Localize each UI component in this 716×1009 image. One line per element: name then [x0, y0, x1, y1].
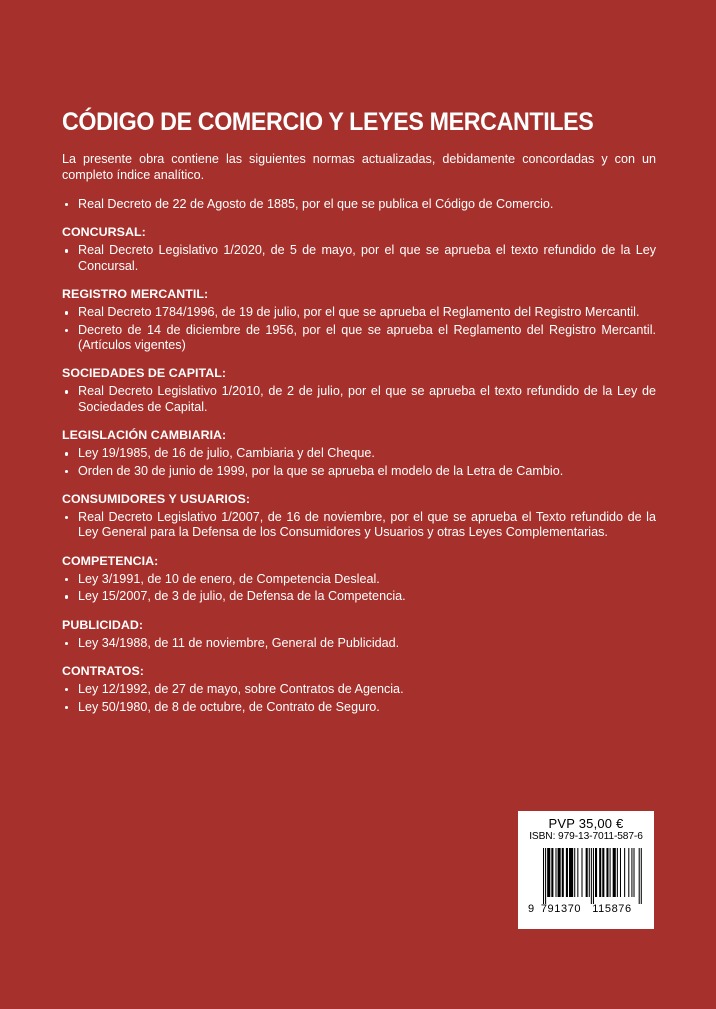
list-item-text: Ley 19/1985, de 16 de julio, Cambiaria y del Cheque. [78, 446, 375, 461]
list-item [62, 636, 656, 651]
contents-list [62, 152, 656, 715]
bullet-dot-icon [65, 595, 68, 598]
bullet-dot-icon [65, 688, 68, 691]
intro-paragraph: La presente obra contiene las siguientes normas actualizadas, debidamente concordadas y con un completo índice analítico. [62, 152, 656, 182]
law-section [62, 197, 656, 212]
list-item [62, 700, 656, 715]
bullet-dot-icon [65, 706, 68, 709]
list-item [62, 510, 656, 541]
law-section [62, 618, 656, 651]
list-item-text: Ley 34/1988, de 11 de noviembre, General de Publicidad. [78, 635, 400, 650]
law-section [62, 554, 656, 605]
section-heading: CONCURSAL: [62, 225, 146, 240]
list-item [62, 572, 656, 587]
section-bullet-list [62, 636, 656, 651]
section-bullet-list [62, 510, 656, 541]
section-heading: CONTRATOS: [62, 664, 144, 679]
section-heading: LEGISLACIÓN CAMBIARIA: [62, 428, 227, 443]
section-bullet-list [62, 305, 656, 353]
section-bullet-list [62, 197, 656, 212]
bullet-dot-icon [65, 578, 68, 581]
bullet-dot-icon [65, 249, 68, 252]
page-title: CÓDIGO DE COMERCIO Y LEYES MERCANTILES [62, 107, 594, 136]
law-section [62, 366, 656, 415]
list-item-text: Real Decreto Legislativo 1/2020, de 5 de mayo, por el que se aprueba el texto refundido de la Ley Concursal. [78, 243, 656, 273]
list-item-text: Real Decreto de 22 de Agosto de 1885, por el que se publica el Código de Comercio. [78, 197, 554, 211]
bullet-dot-icon [65, 203, 68, 206]
list-item-text: Real Decreto Legislativo 1/2007, de 16 de noviembre, por el que se aprueba el Texto refundido de la Ley General para la Defensa de los Consumidores y Usuarios y otras Leyes Complementarias. [78, 510, 656, 540]
bullet-dot-icon [65, 329, 68, 332]
law-section [62, 428, 656, 479]
section-bullet-list [62, 243, 656, 274]
list-item [62, 305, 656, 320]
list-item-text: Decreto de 14 de diciembre de 1956, por el que se aprueba el Reglamento del Registro Mercantil. (Artículos vigentes) [78, 322, 656, 353]
barcode-block [518, 811, 654, 929]
svg-text:9: 9 [528, 903, 535, 914]
svg-text:791370: 791370 [540, 903, 582, 914]
bullet-dot-icon [65, 642, 68, 645]
section-bullet-list [62, 384, 656, 415]
barcode-graphic-wrap [524, 846, 648, 914]
list-item [62, 323, 656, 354]
list-item [62, 384, 656, 415]
law-section [62, 225, 656, 274]
section-heading: SOCIEDADES DE CAPITAL: [62, 366, 227, 381]
law-section [62, 287, 656, 353]
section-heading: PUBLICIDAD: [62, 617, 144, 632]
bullet-dot-icon [65, 311, 68, 314]
section-bullet-list [62, 572, 656, 605]
bullet-dot-icon [65, 516, 68, 519]
list-item-text: Real Decreto 1784/1996, de 19 de julio, por el que se aprueba el Reglamento del Registro Mercantil. [78, 305, 640, 320]
bullet-dot-icon [65, 390, 68, 393]
bullet-dot-icon [65, 452, 68, 455]
list-item-text: Orden de 30 de junio de 1999, por la que se aprueba el modelo de la Letra de Cambio. [78, 463, 564, 478]
section-heading: REGISTRO MERCANTIL: [62, 287, 209, 302]
law-section [62, 492, 656, 541]
price-label: PVP 35,00 € [548, 816, 624, 831]
section-heading: COMPETENCIA: [62, 553, 159, 568]
list-item [62, 682, 656, 697]
list-item-text: Ley 3/1991, de 10 de enero, de Competencia Desleal. [78, 571, 380, 586]
list-item-text: Ley 12/1992, de 27 de mayo, sobre Contratos de Agencia. [78, 682, 404, 697]
sections-container [62, 197, 656, 715]
bullet-dot-icon [65, 470, 68, 473]
svg-text:115876: 115876 [592, 903, 632, 914]
list-item-text: Real Decreto Legislativo 1/2010, de 2 de julio, por el que se aprueba el texto refundido de la Ley de Sociedades de Capital. [78, 384, 656, 414]
list-item [62, 446, 656, 461]
list-item [62, 589, 656, 604]
isbn-label: ISBN: 979-13-7011-587-6 [529, 831, 643, 842]
list-item [62, 243, 656, 274]
list-item-text: Ley 50/1980, de 8 de octubre, de Contrato de Seguro. [78, 699, 380, 714]
section-bullet-list [62, 682, 656, 715]
section-bullet-list [62, 446, 656, 479]
section-heading: CONSUMIDORES Y USUARIOS: [62, 492, 251, 507]
ean13-barcode-icon [525, 846, 647, 914]
list-item [62, 197, 656, 212]
list-item [62, 464, 656, 479]
list-item-text: Ley 15/2007, de 3 de julio, de Defensa de la Competencia. [78, 589, 406, 604]
law-section [62, 664, 656, 715]
